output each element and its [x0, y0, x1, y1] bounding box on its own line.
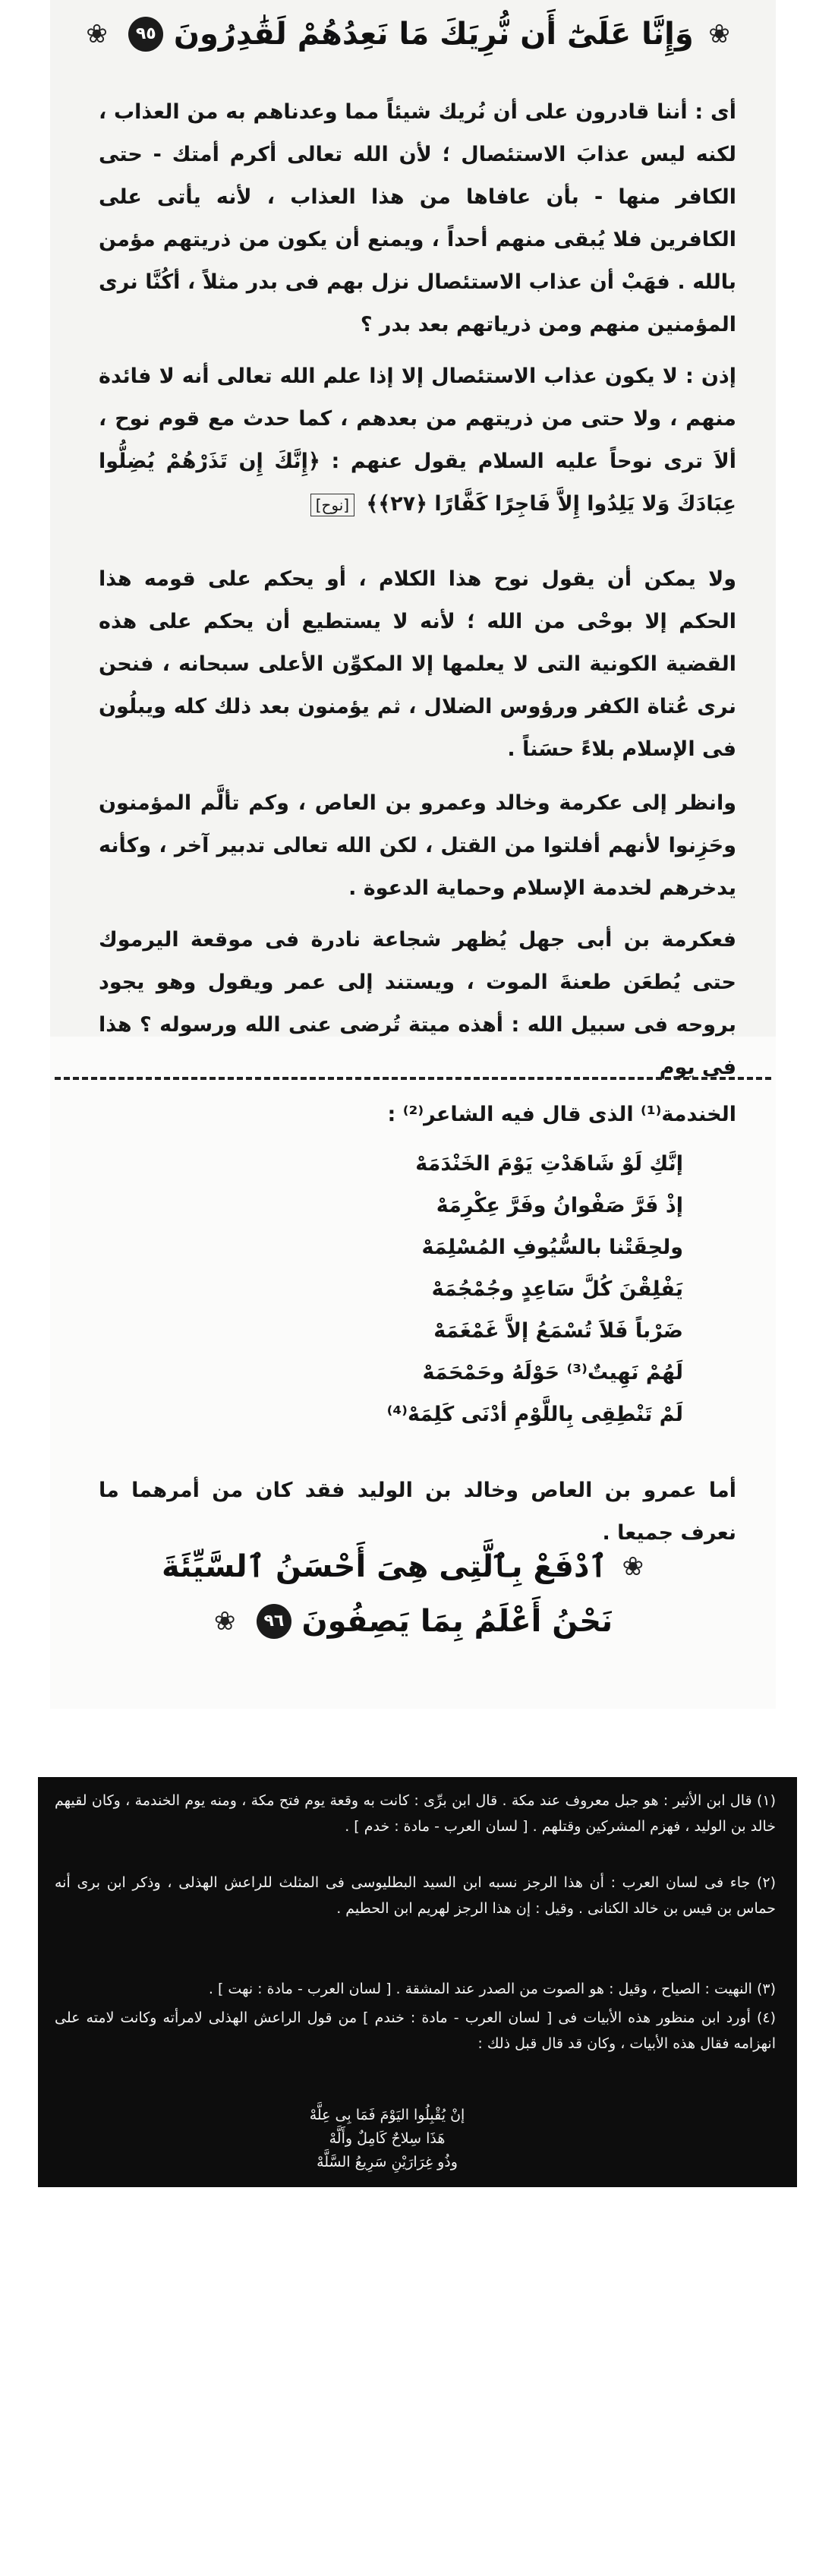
ornament-icon: ❀ [622, 1552, 644, 1582]
poem-line: إنَّكِ لَوْ شَاهَدْتِ يَوْمَ الخَنْدَمَهْ [415, 1152, 683, 1176]
ornament-icon: ❀ [213, 1606, 236, 1637]
closing-verse-line-1: ٱدْفَعْ بِٱلَّتِى هِىَ أَحْسَنُ ٱلسَّيِّئَةَ [161, 1549, 607, 1584]
footnote-poem-line: إنْ يُقْبِلُوا اليَوْمَ فَمَا بِى عِلَّهْ [309, 2107, 465, 2123]
paragraph-1: أى : أننا قادرون على أن نُريك شيئاً مما وعدناهم به من العذاب ، لكنه ليس عذابَ الاستئصال ؛ لأن الله تعالى أكرم أمتك - حتى الكافر منها - بأن عافاها من هذا العذاب ، لأنه يأتى على الكافرين فلا يُبقى منهم أحداً ، ويمنع أن يكون من ذريتهم مؤمن بالله . فهَبْ أن عذاب الاستئصال نزل بهم فى بدر مثلاً ، أكُنَّا نرى المؤمنين منهم ومن ذرياتهم بعد بدر ؟ [99, 100, 736, 336]
footnotes-block [38, 1777, 797, 2187]
ayah-number-badge: ٩٥ [128, 17, 163, 52]
closing-verse-band-2 [0, 1604, 816, 1639]
poem-line: يَفْلِقْنَ كُلَّ سَاعِدٍ وجُمْجُمَهْ [431, 1277, 683, 1301]
paragraph-4: وانظر إلى عكرمة وخالد وعمرو بن العاص ، وكم تألَّم المؤمنون وحَزِنوا لأنهم أفلتوا من القتل ، لكن الله تعالى تدبير آخر ، وكأنه يدخرهم لخدمة الإسلام وحماية الدعوة . [99, 791, 736, 900]
paragraph-2-text: إذن : لا يكون عذاب الاستئصال إلا إذا علم الله تعالى أنه لا فائدة منهم ، ولا حتى من ذريتهم من بعدهم ، كما حدث مع قوم نوح ، ألاَ ترى نوحاً عليه السلام يقول عنهم : [99, 365, 736, 473]
paragraph-2 [99, 355, 736, 526]
paragraph-3: ولا يمكن أن يقول نوح هذا الكلام ، أو يحكم على قومه هذا الحكم إلا بوحْى من الله ؛ لأنه لا يستطيع أن يحكم على هذه القضية الكونية التى لا يعلمها إلا المكوِّن الأعلى سبحانه ، فنحن نرى عُتاة الكفر ورؤوس الضلال ، ثم يؤمنون بعد ذلك كله ويبلُون فى الإسلام بلاءً حسَناً . [99, 567, 736, 761]
page-break-rule [55, 1077, 771, 1080]
poem-line: لَهُمْ نَهِيتٌ⁽³⁾ حَوْلَهُ وحَمْحَمَهْ [422, 1361, 683, 1384]
footnote-poem [228, 2104, 547, 2174]
paragraph-5: فعكرمة بن أبى جهل يُظهر شجاعة نادرة فى موقعة اليرموك حتى يُطعَن طعنةَ الموت ، ويستند إلى عمر ويقول وهو يجود بروحه فى سبيل الله : أهذه ميتة تُرضى عنى الله ورسوله ؟ هذا فى يوم [99, 928, 736, 1079]
ornament-icon: ❀ [86, 19, 108, 49]
header-verse-band [0, 17, 816, 52]
header-verse-text: وَإِنَّا عَلَىٰٓ أَن نُّرِيَكَ مَا نَعِدُهُمْ لَقَٰدِرُونَ [173, 17, 694, 52]
surah-tag: [نوح] [310, 494, 354, 516]
poem-line: ولحِقَتْنا بالسُّيُوفِ المُسْلِمَهْ [421, 1236, 683, 1259]
footnote-poem-line: وذُو غِرَارَيْنِ سَرِيعُ السَّلَّهْ [317, 2154, 458, 2170]
paragraph-7: أما عمرو بن العاص وخالد بن الوليد فقد كان من أمرهما ما نعرف جميعا . [99, 1479, 736, 1545]
ayah-number-badge: ٩٦ [257, 1604, 291, 1639]
poem-line: ضَرْباً فَلاَ تُسْمَعُ إلاَّ غَمْغَمَهْ [433, 1319, 683, 1343]
footnote-3: (٣) النهيت : الصياح ، وقيل : هو الصوت من الصدر عند المشقة . [ لسان العرب - مادة : نهت ] . [208, 1981, 776, 1997]
ornament-icon: ❀ [708, 19, 730, 49]
footnote-1: (١) قال ابن الأثير : هو جبل معروف عند مكة . قال ابن برِّى : كانت به وقعة يوم فتح مكة ، ومنه يوم الخندمة ، وكان لقيهم خالد بن الوليد ، فهزم المشركين وقتلهم . [ لسان العرب - مادة : خدم ] . [55, 1792, 776, 1835]
quran-citation: ﴿إِنَّكَ إِن تَذَرْهُمْ يُضِلُّوا عِبَادَكَ وَلا يَلِدُوا إِلاَّ فَاجِرًا كَفَّارًا ﴿٢٧﴾﴾ [99, 450, 736, 516]
footnote-2: (٢) جاء فى لسان العرب : أن هذا الرجز نسبه ابن السيد البطليوسى فى المثلث للراعش الهذلى ، وذكر ابن برى أنه حماس بن قيس بن خالد الكنانى . وقيل : إن هذا الرجز لهريم ابن الحطيم . [55, 1874, 776, 1917]
poem-line: إذْ فَرَّ صَفْوانُ وفَرَّ عِكْرِمَهْ [436, 1194, 683, 1217]
poem-block [228, 1143, 683, 1435]
footnote-4: (٤) أورد ابن منظور هذه الأبيات فى [ لسان العرب - مادة : خندم ] من قول الراعش الهذلى لامرأته وكانت لامته على انهزامه فقال هذه الأبيات ، وكان قد قال قبل ذلك : [55, 2009, 776, 2052]
closing-verse-band [0, 1549, 816, 1584]
footnote-poem-line: هَذَا سِلاحٌ كَامِلٌ وأَلَّهْ [329, 2130, 446, 2147]
paragraph-6: الخندمة⁽¹⁾ الذى قال فيه الشاعر⁽²⁾ : [387, 1103, 736, 1126]
closing-verse-line-2: نَحْنُ أَعْلَمُ بِمَا يَصِفُونَ [301, 1604, 613, 1639]
poem-line: لَمْ تَنْطِقِى بِاللَّوْمِ أدْنَى كَلِمَهْ⁽⁴⁾ [386, 1403, 683, 1426]
